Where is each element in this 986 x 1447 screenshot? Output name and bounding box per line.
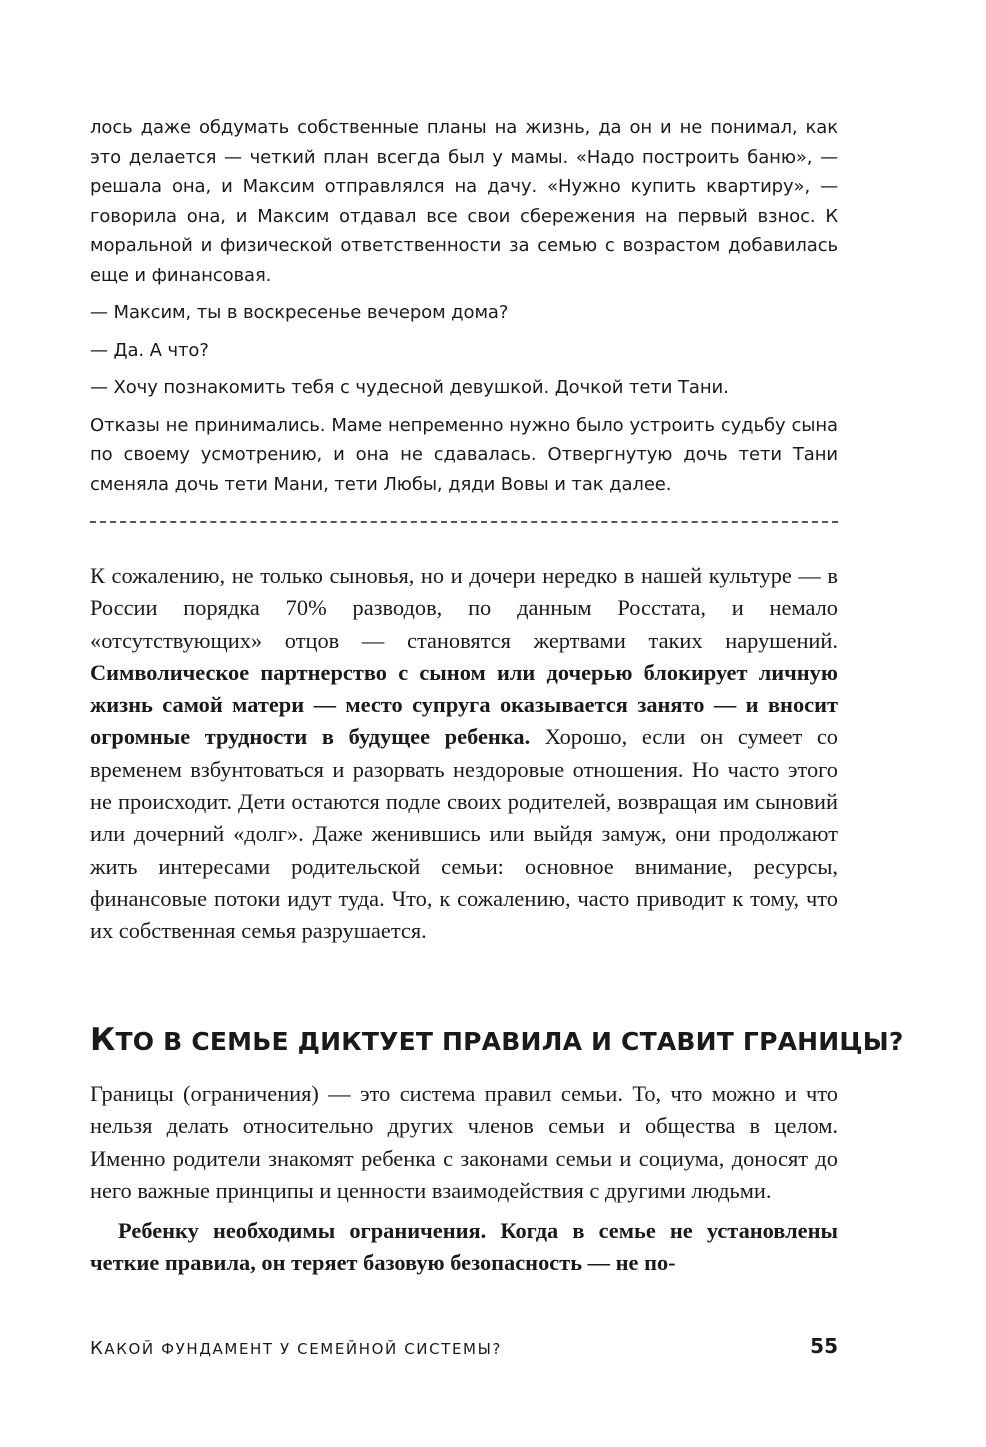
dialogue-line: — Максим, ты в воскресенье вечером дома? <box>90 302 509 323</box>
section-body <box>90 1078 838 1280</box>
story-paragraph: лось даже обдумать собственные планы на жизнь, да он и не понимал, как это делается — четкий план всегда был у мамы. «Надо построить баню», — решала она, и Максим отправлялся на дачу. «Нужно купить квартиру», — говорила она, и Максим отдавал все свои сбережения на первый взнос. К моральной и физической ответственности за семью с возрастом добавилась еще и финансовая. <box>90 117 838 286</box>
body-paragraph <box>90 560 838 948</box>
dashed-divider <box>90 521 838 523</box>
dialogue-line: — Да. А что? <box>90 339 209 361</box>
bold-emphasis: Символическое партнерство с сыном или дочерью блокирует личную жизнь самой матери — место супруга оказывается занято — и вносит огромные трудности в будущее ребенка. <box>90 659 838 750</box>
bold-emphasis: Ребенку необходимы ограничения. Когда в семье не установлены четкие правила, он теряет базовую безопасность — не по- <box>90 1218 838 1276</box>
heading-initial: К <box>90 1022 116 1058</box>
body-paragraph <box>90 1215 838 1280</box>
heading-text: ТО В СЕМЬЕ ДИКТУЕТ ПРАВИЛА И СТАВИТ ГРАНИЦЫ? <box>115 1027 904 1056</box>
section-heading <box>90 1020 904 1062</box>
page-number: 55 <box>810 1334 838 1358</box>
body-text-run: К сожалению, не только сыновья, но и дочери нередко в нашей культуре — в России порядка 70% разводов, по данным Росстата, и немало «отсутствующих» отцов — становятся жертвами таких нарушений. <box>90 563 838 653</box>
running-title-initial: К <box>90 1338 105 1359</box>
story-box <box>90 113 838 499</box>
body-paragraph: Границы (ограничения) — это система правил семьи. То, что можно и что нельзя делать относительно других членов семьи и общества в целом. Именно родители знакомят ребенка с законами семьи и социума, доносят до него важные принципы и ценности взаимодействия с другими людьми. <box>90 1081 838 1203</box>
body-text-run: Хорошо, если он сумеет со временем взбунтоваться и разорвать нездоровые отношения. Но часто этого не происходит. Дети остаются подле своих родителей, возвращая им сыновий или дочерний «долг». Даже женившись или выйдя замуж, они продолжают жить интересами родительской семьи: основное внимание, ресурсы, финансовые потоки идут туда. Что, к сожалению, часто приводит к тому, что их собственная семья разрушается. <box>90 724 838 944</box>
story-paragraph: Отказы не принимались. Маме непременно нужно было устроить судьбу сына по своему усмотрению, и она не сдавалась. Отвергнутую дочь тети Тани сменяла дочь тети Мани, тети Любы, дяди Вовы и так далее. <box>90 414 838 495</box>
page-footer <box>90 1334 838 1364</box>
body-text <box>90 560 838 948</box>
running-title <box>90 1338 502 1359</box>
book-page <box>90 0 904 1447</box>
running-title-text: АКОЙ ФУНДАМЕНТ У СЕМЕЙНОЙ СИСТЕМЫ? <box>104 1340 502 1358</box>
dialogue-line: — Хочу познакомить тебя с чудесной девушкой. Дочкой тети Тани. <box>90 377 729 398</box>
